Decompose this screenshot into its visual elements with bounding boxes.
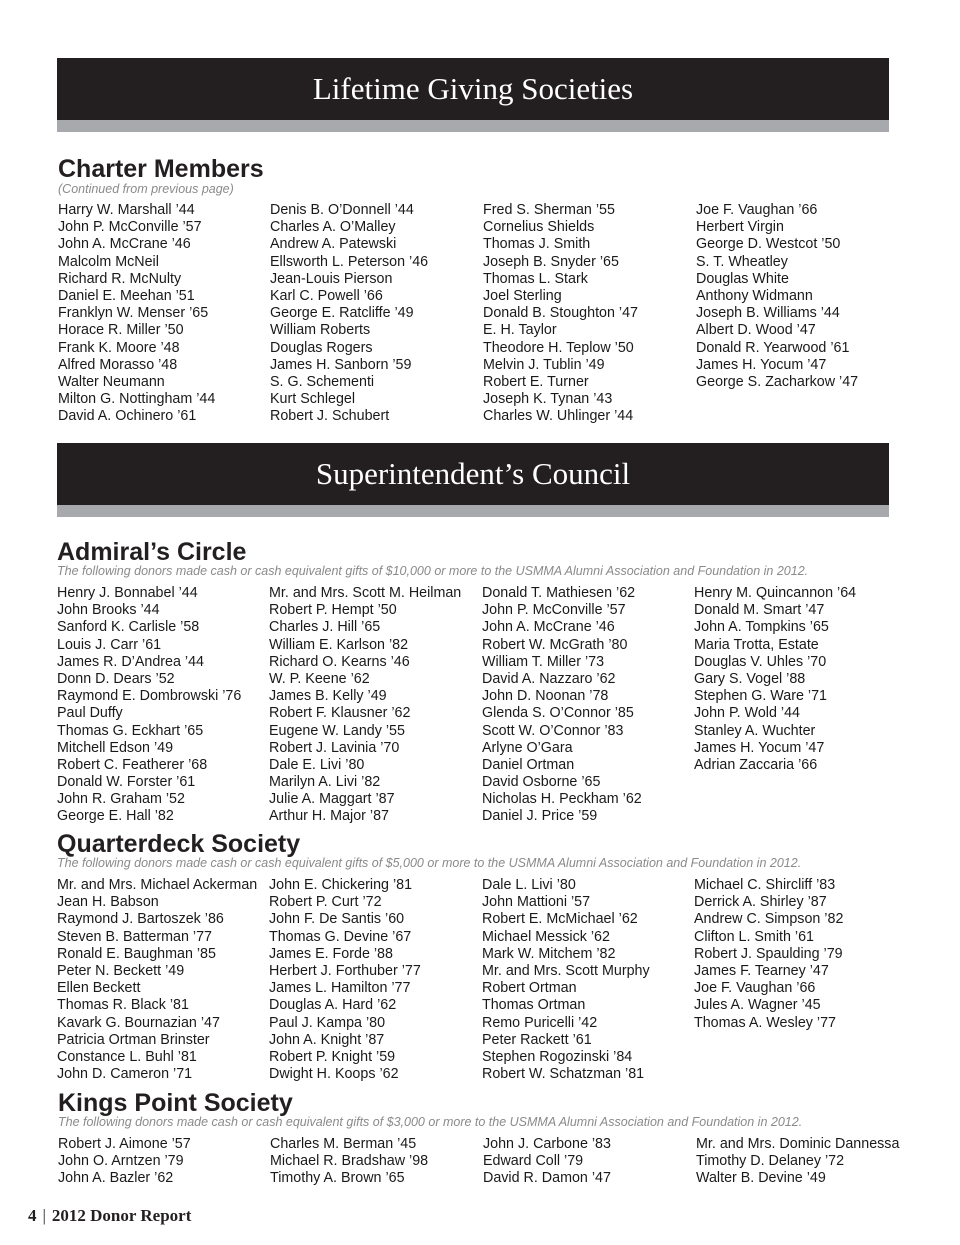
donor-name: David R. Damon ’47 xyxy=(483,1170,611,1187)
donor-name: Constance L. Buhl ’81 xyxy=(57,1048,197,1065)
donor-name: John A. Bazler ’62 xyxy=(58,1170,174,1187)
donor-name: Raymond E. Dombrowski ’76 xyxy=(57,688,242,705)
charter-members-note: (Continued from previous page) xyxy=(58,182,234,196)
donor-name: George E. Hall ’82 xyxy=(57,808,174,825)
donor-name: Donald W. Forster ’61 xyxy=(57,774,196,791)
banner-rule xyxy=(57,120,889,132)
donor-name: Timothy D. Delaney ’72 xyxy=(696,1153,845,1170)
donor-name: Charles W. Uhlinger ’44 xyxy=(483,408,634,425)
donor-name: Cornelius Shields xyxy=(483,219,595,236)
donor-name: Mr. and Mrs. Dominic Dannessa xyxy=(696,1136,900,1152)
donor-name: Henry M. Quincannon ’64 xyxy=(694,585,857,601)
donor-column-1 xyxy=(58,1136,191,1188)
donor-name: John R. Graham ’52 xyxy=(57,791,185,808)
donor-name: Maria Trotta, Estate xyxy=(694,636,819,653)
donor-name: Donald M. Smart ’47 xyxy=(694,602,825,619)
donor-name: Daniel E. Meehan ’51 xyxy=(58,287,195,304)
donor-name: Glenda S. O’Connor ’85 xyxy=(482,705,634,722)
superintendents-council-banner xyxy=(57,443,889,505)
donor-name: Robert J. Aimone ’57 xyxy=(58,1136,191,1152)
donor-name: James H. Yocum ’47 xyxy=(694,739,825,756)
donor-name: Robert Ortman xyxy=(482,980,577,997)
donor-name: Joseph K. Tynan ’43 xyxy=(483,391,613,408)
donor-name: George D. Westcot ’50 xyxy=(696,236,841,253)
donor-name: Robert W. Schatzman ’81 xyxy=(482,1066,645,1083)
donor-name: E. H. Taylor xyxy=(483,322,557,339)
donor-name: James H. Yocum ’47 xyxy=(696,356,827,373)
donor-name: Mr. and Mrs. Scott M. Heilman xyxy=(269,585,462,601)
page-footer xyxy=(28,1206,191,1226)
donor-name: Peter N. Beckett ’49 xyxy=(57,962,185,979)
donor-name: Louis J. Carr ’61 xyxy=(57,636,162,653)
donor-name: John Brooks ’44 xyxy=(57,602,160,619)
donor-name: Melvin J. Tublin ’49 xyxy=(483,356,605,373)
kings-point-society-note: The following donors made cash or cash equivalent gifts of $3,000 or more to the USMMA Alumni Association and Foundation in 2012. xyxy=(58,1115,803,1129)
donor-column-3 xyxy=(483,202,638,425)
donor-name: Franklyn W. Menser ’65 xyxy=(58,305,209,322)
donor-name: John D. Cameron ’71 xyxy=(57,1066,193,1083)
admirals-circle-title: Admiral’s Circle xyxy=(57,538,247,566)
donor-name: Daniel J. Price ’59 xyxy=(482,808,598,825)
donor-name: Mr. and Mrs. Michael Ackerman xyxy=(57,877,258,893)
donor-name: Mark W. Mitchem ’82 xyxy=(482,945,616,962)
donor-column-4 xyxy=(696,202,858,391)
donor-name: Ellsworth L. Peterson ’46 xyxy=(270,253,429,270)
donor-name: James E. Forde ’88 xyxy=(269,945,393,962)
donor-name: Charles M. Berman ’45 xyxy=(270,1136,417,1152)
donor-name: Daniel Ortman xyxy=(482,756,575,773)
donor-name: Albert D. Wood ’47 xyxy=(696,322,816,339)
donor-name: John A. Tompkins ’65 xyxy=(694,619,829,636)
donor-column-4 xyxy=(694,585,856,774)
donor-name: Raymond J. Bartoszek ’86 xyxy=(57,911,224,928)
donor-name: Thomas G. Devine ’67 xyxy=(269,928,412,945)
donor-name: John P. McConville ’57 xyxy=(482,602,626,619)
admirals-circle-note: The following donors made cash or cash equivalent gifts of $10,000 or more to the USMMA Alumni Association and Foundation in 2012. xyxy=(57,564,809,578)
donor-name: Kurt Schlegel xyxy=(270,391,356,408)
donor-name: Dale L. Livi ’80 xyxy=(482,877,576,893)
lifetime-giving-banner xyxy=(57,58,889,120)
donor-name: John P. McConville ’57 xyxy=(58,219,202,236)
donor-name: Walter Neumann xyxy=(58,373,165,390)
donor-name: Arthur H. Major ’87 xyxy=(269,808,389,825)
donor-name: Eugene W. Landy ’55 xyxy=(269,722,405,739)
donor-name: Michael C. Shircliff ’83 xyxy=(694,877,836,893)
donor-name: Herbert Virgin xyxy=(696,219,784,236)
donor-name: Nicholas H. Peckham ’62 xyxy=(482,791,642,808)
donor-name: John D. Noonan ’78 xyxy=(482,688,609,705)
donor-name: Harry W. Marshall ’44 xyxy=(58,202,195,218)
donor-name: Stephen G. Ware ’71 xyxy=(694,688,827,705)
donor-name: Anthony Widmann xyxy=(696,287,813,304)
donor-name: Robert W. McGrath ’80 xyxy=(482,636,628,653)
banner-title: Lifetime Giving Societies xyxy=(312,71,634,106)
donor-column-4 xyxy=(696,1136,899,1188)
donor-column-2 xyxy=(269,877,421,1083)
donor-name: Alfred Morasso ’48 xyxy=(58,356,178,373)
donor-name: Joel Sterling xyxy=(483,287,562,304)
charter-members-title: Charter Members xyxy=(58,155,264,183)
donor-name: Marilyn A. Livi ’82 xyxy=(269,774,381,791)
donor-name: Richard R. McNulty xyxy=(58,270,182,287)
page-number: 4 xyxy=(28,1206,37,1225)
donor-name: Donald T. Mathiesen ’62 xyxy=(482,585,636,601)
donor-column-3 xyxy=(483,1136,611,1188)
donor-name: George S. Zacharkow ’47 xyxy=(696,373,859,390)
donor-name: Ronald E. Baughman ’85 xyxy=(57,945,216,962)
donor-name: John F. De Santis ’60 xyxy=(269,911,405,928)
donor-column-1 xyxy=(57,585,241,826)
donor-name: Donn D. Dears ’52 xyxy=(57,670,175,687)
donor-name: Robert P. Curt ’72 xyxy=(269,894,382,911)
donor-name: W. P. Keene ’62 xyxy=(269,670,370,687)
donor-column-1 xyxy=(58,202,215,425)
donor-name: Thomas A. Wesley ’77 xyxy=(694,1014,836,1031)
donor-name: Peter Rackett ’61 xyxy=(482,1031,592,1048)
donor-name: Edward Coll ’79 xyxy=(483,1153,584,1170)
donor-column-3 xyxy=(482,585,642,826)
donor-name: S. T. Wheatley xyxy=(696,253,788,270)
donor-name: Walter B. Devine ’49 xyxy=(696,1170,826,1187)
donor-name: William E. Karlson ’82 xyxy=(269,636,409,653)
donor-column-3 xyxy=(482,877,650,1083)
donor-name: David Osborne ’65 xyxy=(482,774,601,791)
kings-point-society-title: Kings Point Society xyxy=(58,1089,293,1117)
donor-name: Robert J. Schubert xyxy=(270,408,390,425)
donor-name: Derrick A. Shirley ’87 xyxy=(694,894,827,911)
donor-name: Jean-Louis Pierson xyxy=(270,270,393,287)
donor-column-4 xyxy=(694,877,843,1032)
donor-name: Stanley A. Wuchter xyxy=(694,722,816,739)
donor-name: William T. Miller ’73 xyxy=(482,653,605,670)
report-title: 2012 Donor Report xyxy=(51,1206,192,1225)
donor-name: George E. Ratcliffe ’49 xyxy=(270,305,414,322)
donor-name: John E. Chickering ’81 xyxy=(269,877,413,893)
donor-name: John A. Knight ’87 xyxy=(269,1031,385,1048)
donor-name: James H. Sanborn ’59 xyxy=(270,356,412,373)
donor-name: Douglas A. Hard ’62 xyxy=(269,997,397,1014)
donor-name: Michael R. Bradshaw ’98 xyxy=(270,1153,429,1170)
donor-name: Ellen Beckett xyxy=(57,980,141,997)
donor-name: Adrian Zaccaria ’66 xyxy=(694,756,818,773)
donor-name: Robert J. Lavinia ’70 xyxy=(269,739,400,756)
donor-name: Patricia Ortman Brinster xyxy=(57,1031,210,1048)
donor-column-2 xyxy=(269,585,461,826)
donor-name: Stephen Rogozinski ’84 xyxy=(482,1048,633,1065)
donor-column-2 xyxy=(270,1136,428,1188)
donor-name: John A. McCrane ’46 xyxy=(482,619,615,636)
donor-name: Karl C. Powell ’66 xyxy=(270,287,383,304)
quarterdeck-society-note: The following donors made cash or cash equivalent gifts of $5,000 or more to the USMMA Alumni Association and Foundation in 2012. xyxy=(57,856,802,870)
donor-name: Donald R. Yearwood ’61 xyxy=(696,339,850,356)
banner-title: Superintendent’s Council xyxy=(315,456,631,491)
donor-name: Herbert J. Forthuber ’77 xyxy=(269,962,421,979)
donor-name: John J. Carbone ’83 xyxy=(483,1136,611,1152)
donor-name: Remo Puricelli ’42 xyxy=(482,1014,598,1031)
donor-name: Michael Messick ’62 xyxy=(482,928,610,945)
donor-name: Denis B. O’Donnell ’44 xyxy=(270,202,414,218)
donor-name: Scott W. O’Connor ’83 xyxy=(482,722,624,739)
donor-name: Joe F. Vaughan ’66 xyxy=(694,980,816,997)
donor-name: Robert J. Spaulding ’79 xyxy=(694,945,843,962)
donor-name: Clifton L. Smith ’61 xyxy=(694,928,814,945)
quarterdeck-society-title: Quarterdeck Society xyxy=(57,830,301,858)
donor-name: John O. Arntzen ’79 xyxy=(58,1153,184,1170)
donor-name: Paul J. Kampa ’80 xyxy=(269,1014,386,1031)
donor-name: Robert P. Hempt ’50 xyxy=(269,602,397,619)
donor-name: Joseph B. Snyder ’65 xyxy=(483,253,619,270)
donor-name: Joseph B. Williams ’44 xyxy=(696,305,840,322)
donor-name: Richard O. Kearns ’46 xyxy=(269,653,410,670)
donor-name: David A. Nazzaro ’62 xyxy=(482,670,616,687)
donor-name: Mr. and Mrs. Scott Murphy xyxy=(482,962,650,979)
donor-name: Robert F. Klausner ’62 xyxy=(269,705,411,722)
donor-name: Douglas Rogers xyxy=(270,339,373,356)
donor-name: Thomas R. Black ’81 xyxy=(57,997,189,1014)
donor-name: Andrew A. Patewski xyxy=(270,236,397,253)
donor-name: Gary S. Vogel ’88 xyxy=(694,670,806,687)
donor-name: Robert E. Turner xyxy=(483,373,589,390)
donor-name: James B. Kelly ’49 xyxy=(269,688,387,705)
donor-name: Douglas V. Uhles ’70 xyxy=(694,653,827,670)
donor-column-2 xyxy=(270,202,428,425)
donor-name: S. G. Schementi xyxy=(270,373,375,390)
donor-name: John A. McCrane ’46 xyxy=(58,236,191,253)
donor-name: Robert P. Knight ’59 xyxy=(269,1048,396,1065)
donor-name: David A. Ochinero ’61 xyxy=(58,408,197,425)
donor-name: Andrew C. Simpson ’82 xyxy=(694,911,844,928)
donor-name: James L. Hamilton ’77 xyxy=(269,980,411,997)
donor-name: Henry J. Bonnabel ’44 xyxy=(57,585,198,601)
donor-name: John Mattioni ’57 xyxy=(482,894,591,911)
donor-name: Kavark G. Bournazian ’47 xyxy=(57,1014,220,1031)
donor-name: Charles J. Hill ’65 xyxy=(269,619,381,636)
donor-name: Fred S. Sherman ’55 xyxy=(483,202,615,218)
donor-name: Steven B. Batterman ’77 xyxy=(57,928,212,945)
donor-name: Thomas J. Smith xyxy=(483,236,591,253)
donor-name: Paul Duffy xyxy=(57,705,123,722)
footer-separator: | xyxy=(42,1206,46,1225)
donor-name: Robert C. Featherer ’68 xyxy=(57,756,208,773)
donor-name: James F. Tearney ’47 xyxy=(694,962,829,979)
donor-name: Thomas G. Eckhart ’65 xyxy=(57,722,204,739)
donor-name: Theodore H. Teplow ’50 xyxy=(483,339,634,356)
donor-name: Arlyne O’Gara xyxy=(482,739,573,756)
donor-name: Thomas L. Stark xyxy=(483,270,588,287)
donor-name: Mitchell Edson ’49 xyxy=(57,739,174,756)
donor-name: Dale E. Livi ’80 xyxy=(269,756,365,773)
donor-name: Charles A. O’Malley xyxy=(270,219,396,236)
donor-name: Sanford K. Carlisle ’58 xyxy=(57,619,200,636)
donor-name: Douglas White xyxy=(696,270,789,287)
donor-name: Julie A. Maggart ’87 xyxy=(269,791,395,808)
donor-name: Frank K. Moore ’48 xyxy=(58,339,180,356)
donor-column-1 xyxy=(57,877,257,1083)
donor-name: Donald B. Stoughton ’47 xyxy=(483,305,638,322)
donor-name: Milton G. Nottingham ’44 xyxy=(58,391,216,408)
donor-name: William Roberts xyxy=(270,322,371,339)
donor-name: Malcolm McNeil xyxy=(58,253,159,270)
donor-name: Thomas Ortman xyxy=(482,997,586,1014)
donor-name: Timothy A. Brown ’65 xyxy=(270,1170,405,1187)
donor-name: Jules A. Wagner ’45 xyxy=(694,997,821,1014)
donor-name: John P. Wold ’44 xyxy=(694,705,800,722)
donor-name: Joe F. Vaughan ’66 xyxy=(696,202,818,218)
donor-name: Horace R. Miller ’50 xyxy=(58,322,184,339)
donor-name: Jean H. Babson xyxy=(57,894,159,911)
donor-name: Robert E. McMichael ’62 xyxy=(482,911,638,928)
donor-name: James R. D’Andrea ’44 xyxy=(57,653,205,670)
banner-rule xyxy=(57,505,889,517)
donor-name: Dwight H. Koops ’62 xyxy=(269,1066,399,1083)
